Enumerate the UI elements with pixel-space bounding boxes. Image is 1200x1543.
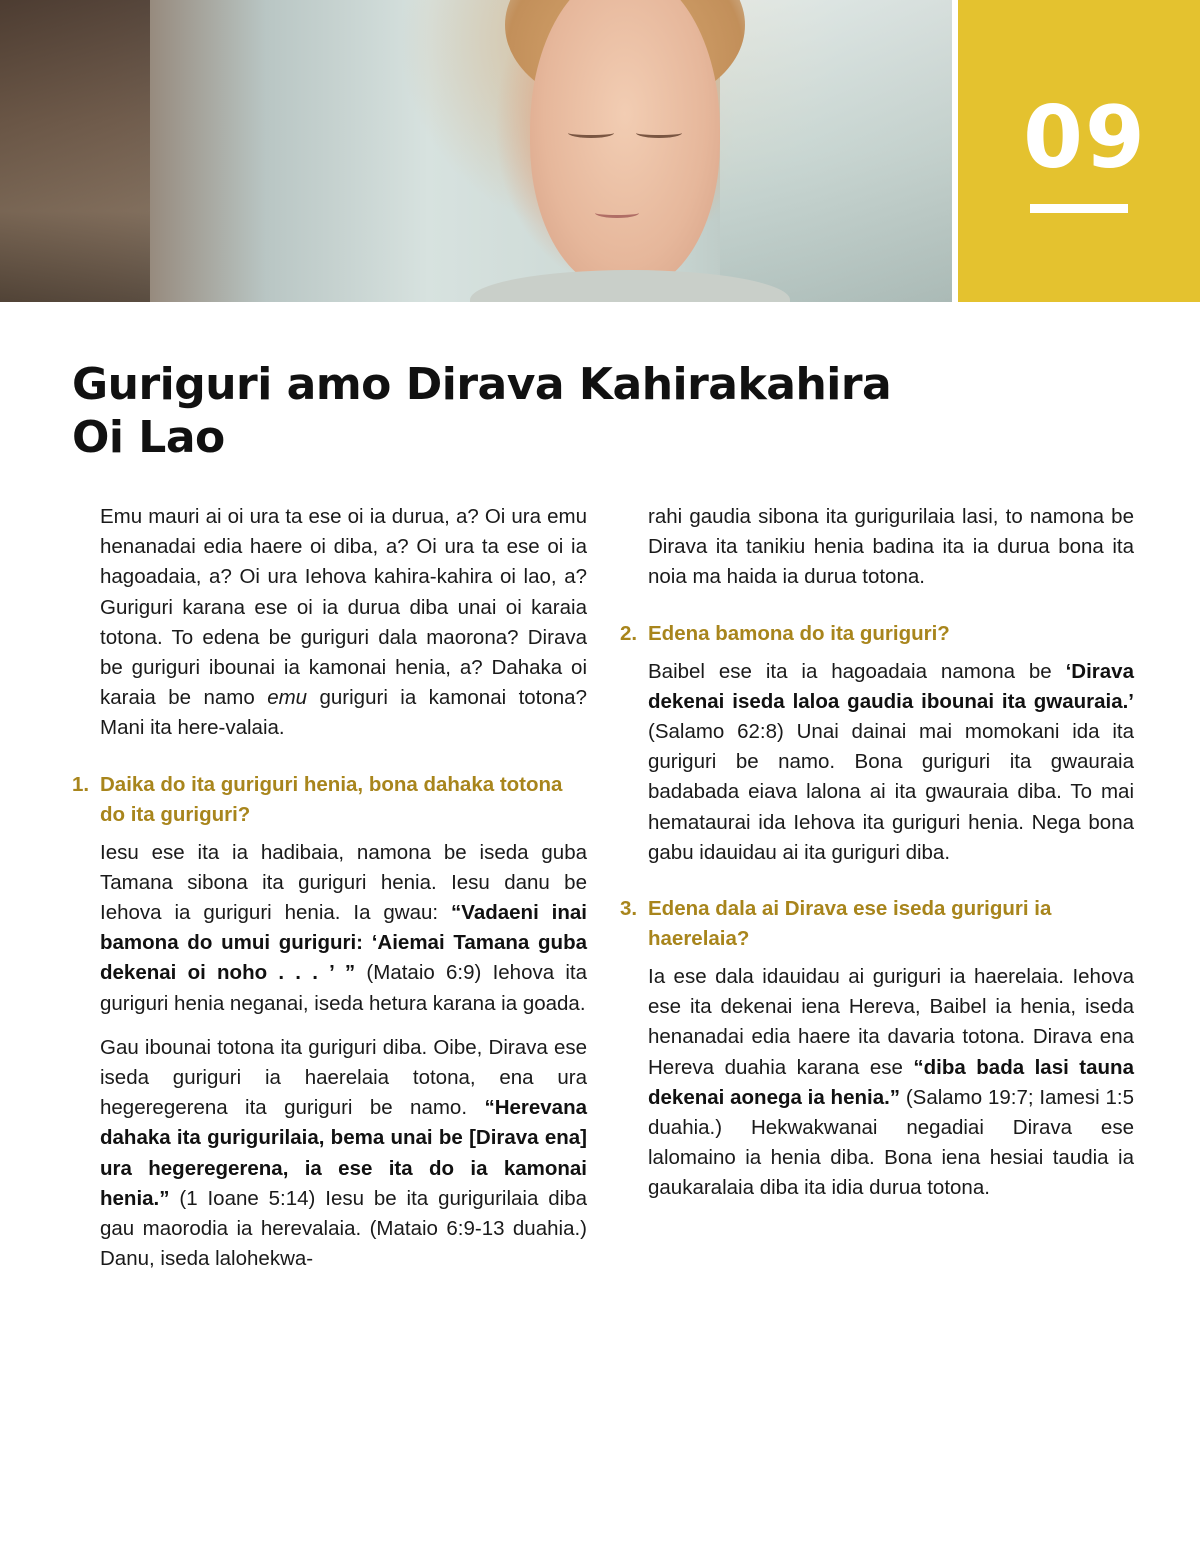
intro-paragraph (100, 502, 587, 744)
question-2-number: 2. (620, 621, 638, 645)
page-title (72, 358, 932, 464)
page-title-line1: Guriguri amo Dirava Kahirakahira (72, 359, 892, 410)
photo-background-shelf (0, 0, 150, 302)
intro-emphasis: emu (267, 686, 308, 710)
question-1-heading (72, 770, 587, 830)
q1-p2-text-c: (1 Ioane 5:14) Iesu be ita gurigurilaia diba gau maorodia ia herevalaia. (Mataio 6:9-13 duahia.) Danu, iseda lalohekwa- (100, 1186, 587, 1271)
intro-text-a: Emu mauri ai oi ura ta ese oi ia durua, a? Oi ura emu henanadai edia haere oi diba, a? Oi ura ta ese oi ia hagoadaia, a? Oi ura Iehova kahira-kahira oi lao, a? Guriguri karana ese oi ia durua diba unai oi karaia totona. To edena be guriguri dala maorona? Dirava be guriguri ibounai ia kamonai henia, a? Dahaka oi karaia be namo (100, 505, 587, 710)
question-3-text: Edena dala ai Dirava ese iseda guriguri ia haerelaia? (648, 897, 1052, 951)
photo-left-eye (568, 128, 614, 138)
q1-p1-quote: “Vadaeni inai bamona do umui guriguri: ‘Aiemai Tamana guba dekenai oi noho . . . ’ ” (100, 901, 587, 985)
question-1-text: Daika do ita guriguri henia, bona dahaka totona do ita guriguri? (100, 772, 563, 826)
photo-right-eye (636, 128, 682, 138)
chapter-number: 09 (1023, 88, 1147, 188)
q2-quote: ‘Dirava dekenai iseda laloa gaudia ibounai ita gwauraia.’ (648, 659, 1134, 713)
q3-quote: “diba bada lasi tauna dekenai aonega ia henia.” (648, 1055, 1134, 1109)
header-photo (0, 0, 952, 302)
q1-paragraph-1 (100, 838, 587, 1019)
intro-text-c: guriguri ia kamonai totona? Mani ita here-valaia. (100, 686, 587, 740)
q2-paragraph (648, 657, 1134, 868)
photo-smile (595, 208, 639, 218)
q1-p2-quote: “Herevana dahaka ita gurigurilaia, bema unai be [Dirava ena] ura hegeregerena, ia ese ita do ia kamonai henia.” (100, 1096, 587, 1210)
q1-paragraph-2 (100, 1033, 587, 1275)
q1-p1-text-c: (Mataio 6:9) Iehova ita guriguri henia neganai, iseda hetura karana ia goada. (100, 961, 587, 1015)
q2-text-a: Baibel ese ita ia hagoadaia namona be (648, 659, 1066, 683)
q3-paragraph (648, 962, 1134, 1204)
question-3-heading (620, 894, 1134, 954)
left-column (72, 502, 587, 1288)
q3-text-a: Ia ese dala idauidau ai guriguri ia haerelaia. Iehova ese ita dekenai iena Hereva, Baibel ia henia, iseda henanadai edia haere ita davaria totona. Dirava ena Hereva duahia karana ese (648, 965, 1134, 1079)
question-2-text: Edena bamona do ita guriguri? (648, 621, 950, 645)
q2-text-c: (Salamo 62:8) Unai dainai mai momokani ida ita guriguri be namo. Bona guriguri ita gwauraia badabada eiava lalona ai ita gwauraia diba. To mai hemataurai ida Iehova ita guriguri henia. Nega bona gabu idauidau ai ita guriguri diba. (648, 720, 1134, 864)
q3-text-c: (Salamo 19:7; Iamesi 1:5 duahia.) Hekwakwanai negadiai Dirava ese lalomaino ia henia diba. Bona iena hesiai taudia ia gaukaralaia diba ita idia durua totona. (648, 1085, 1134, 1200)
page-title-line2: Oi Lao (72, 412, 225, 463)
chapter-underline (1030, 204, 1128, 213)
photo-face (530, 0, 720, 290)
question-3-number: 3. (620, 897, 638, 921)
chapter-badge (958, 0, 1200, 302)
photo-background-window (720, 0, 952, 302)
q1-paragraph-continued: rahi gaudia sibona ita gurigurilaia lasi, to namona be Dirava ita tanikiu henia badina ita ia durua bona ita noia ma haida ia durua totona. (648, 505, 1134, 589)
question-2-heading (620, 619, 1134, 649)
right-column (620, 502, 1134, 1218)
q1-p1-text-a: Iesu ese ita ia hadibaia, namona be iseda guba Tamana sibona ita guriguri henia. Iesu danu be Iehova ia guriguri henia. Ia gwau: (100, 840, 587, 925)
question-1-number: 1. (72, 772, 90, 796)
q1-p2-text-a: Gau ibounai totona ita guriguri diba. Oibe, Dirava ese iseda guriguri ia haerelaia totona, ena ura hegeregerena ita guriguri be namo. (100, 1035, 587, 1120)
